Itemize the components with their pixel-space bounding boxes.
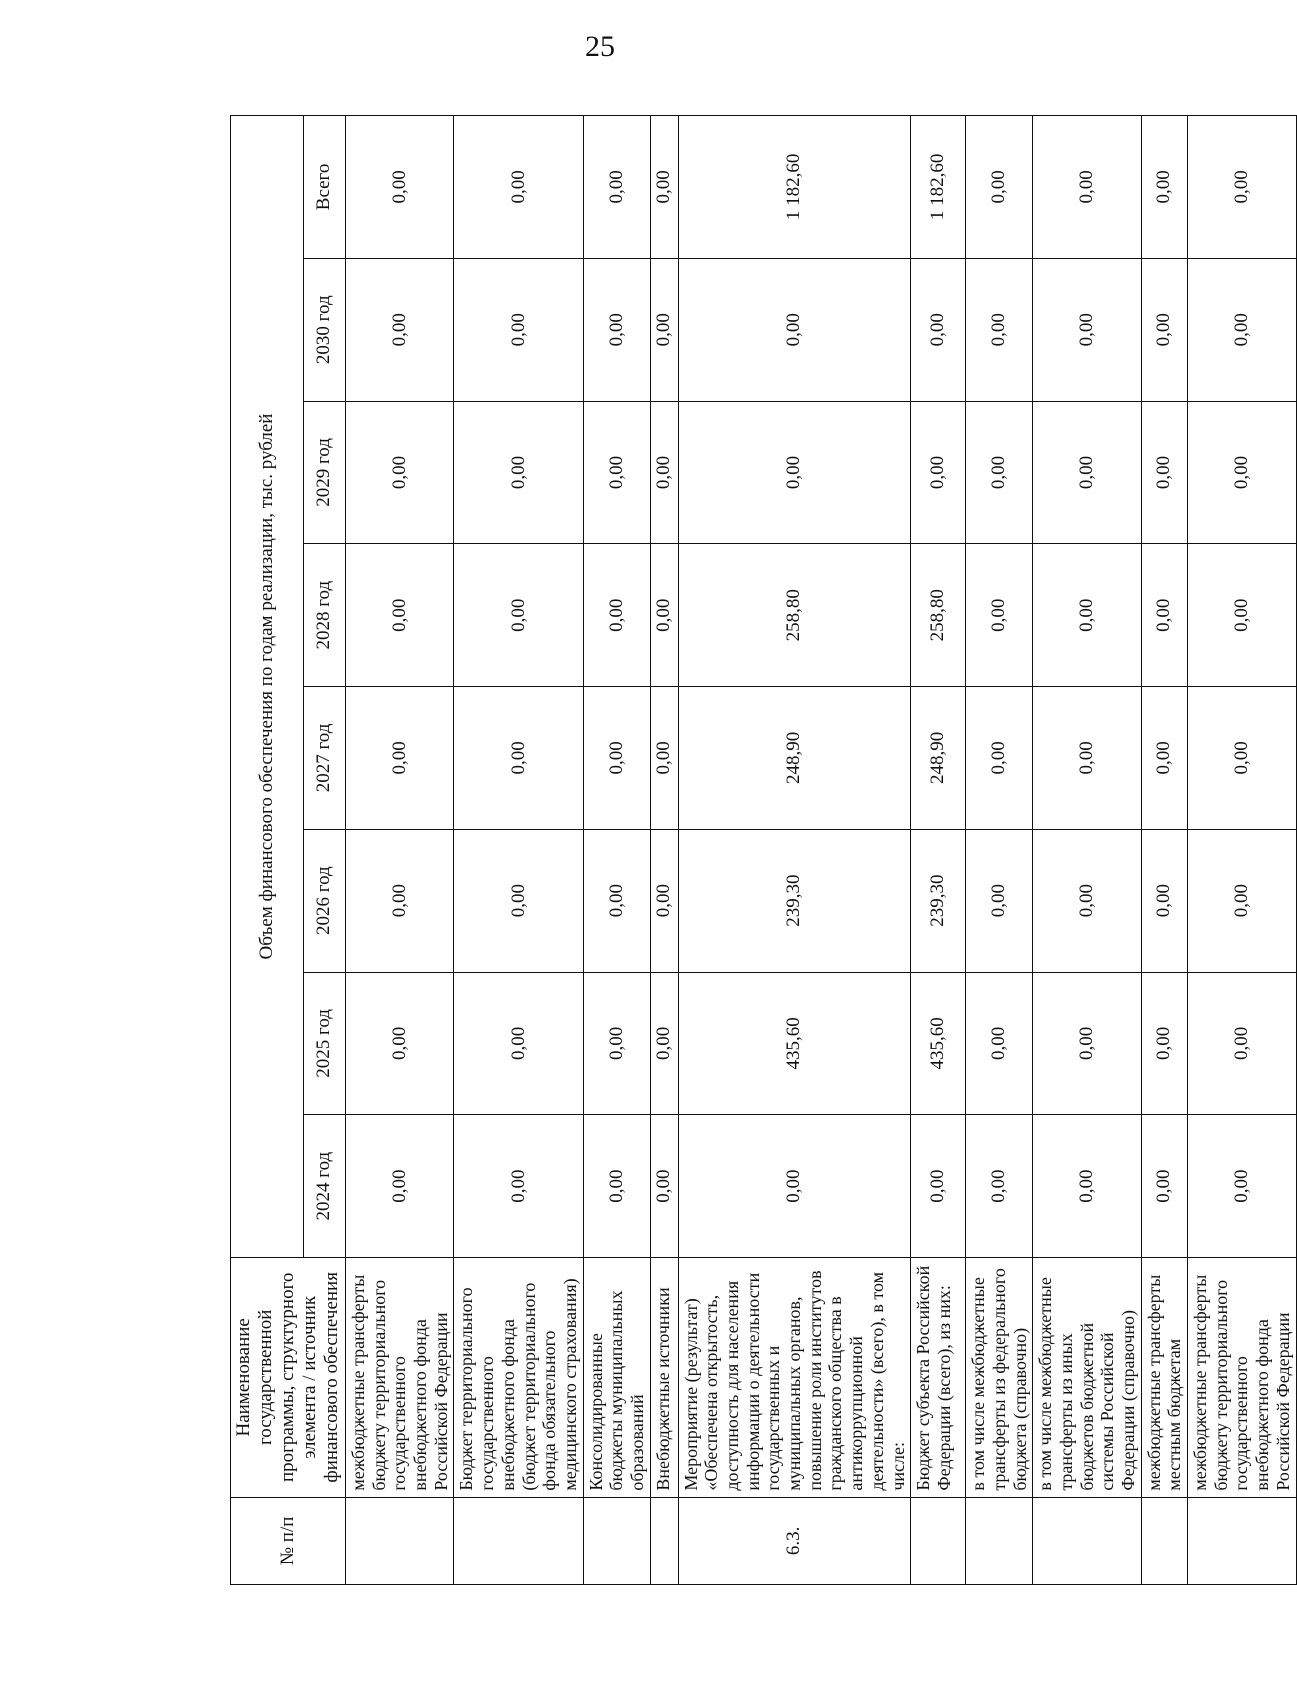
year-value: 435,60 xyxy=(678,972,911,1115)
year-value: 0,00 xyxy=(1033,829,1141,972)
year-value: 0,00 xyxy=(583,1115,650,1258)
table-row xyxy=(1188,116,1296,1585)
year-value: 258,80 xyxy=(911,544,966,687)
source-name: Бюджет территориального государственного внебюджетного фонда (бюджет территориального фонда обязательного медицинского страхования) xyxy=(454,1257,583,1497)
year-value: 435,60 xyxy=(911,972,966,1115)
year-value: 0,00 xyxy=(454,544,583,687)
year-value: 0,00 xyxy=(1033,401,1141,544)
table-row xyxy=(346,116,454,1585)
row-number xyxy=(1188,1497,1296,1584)
year-value: 0,00 xyxy=(583,687,650,830)
year-value: 0,00 xyxy=(583,544,650,687)
row-number: 6.3. xyxy=(678,1497,911,1584)
year-value: 0,00 xyxy=(346,401,454,544)
source-name: межбюджетные трансферты бюджету территориального государственного внебюджетного фонда Российской Федерации xyxy=(1188,1257,1296,1497)
year-value: 0,00 xyxy=(966,829,1033,972)
year-value: 0,00 xyxy=(650,972,678,1115)
year-value: 0,00 xyxy=(678,401,911,544)
row-number xyxy=(454,1497,583,1584)
year-value: 258,80 xyxy=(678,544,911,687)
table-row xyxy=(583,116,650,1585)
row-number xyxy=(1033,1497,1141,1584)
table-row xyxy=(911,116,966,1585)
row-number xyxy=(346,1497,454,1584)
year-value: 0,00 xyxy=(1033,687,1141,830)
header-year: 2026 год xyxy=(303,829,346,972)
source-name: в том числе межбюджетные трансферты из иных бюджетов бюджетной системы Российской Федерации (справочно) xyxy=(1033,1257,1141,1497)
total-value: 0,00 xyxy=(650,116,678,259)
total-value: 1 182,60 xyxy=(678,116,911,259)
year-value: 0,00 xyxy=(1141,829,1187,972)
year-value: 0,00 xyxy=(1141,972,1187,1115)
total-value: 0,00 xyxy=(346,116,454,259)
header-year: 2029 год xyxy=(303,401,346,544)
source-name: в том числе межбюджетные трансферты из федерального бюджета (справочно) xyxy=(966,1257,1033,1497)
total-value: 0,00 xyxy=(1141,116,1187,259)
year-value: 0,00 xyxy=(1188,972,1296,1115)
year-value: 0,00 xyxy=(966,401,1033,544)
year-value: 0,00 xyxy=(1033,258,1141,401)
year-value: 0,00 xyxy=(966,972,1033,1115)
year-value: 0,00 xyxy=(1141,544,1187,687)
year-value: 0,00 xyxy=(346,972,454,1115)
year-value: 0,00 xyxy=(966,544,1033,687)
header-year: 2030 год xyxy=(303,258,346,401)
total-value: 1 182,60 xyxy=(911,116,966,259)
year-value: 0,00 xyxy=(346,687,454,830)
year-value: 248,90 xyxy=(678,687,911,830)
year-value: 0,00 xyxy=(1188,687,1296,830)
year-value: 0,00 xyxy=(1188,258,1296,401)
source-name: Внебюджетные источники xyxy=(650,1257,678,1497)
row-number xyxy=(1141,1497,1187,1584)
header-name: Наименование государственной программы, структурного элемента / источник финансового обеспечения xyxy=(231,1257,346,1497)
year-value: 0,00 xyxy=(1033,972,1141,1115)
row-number xyxy=(911,1497,966,1584)
year-value: 0,00 xyxy=(678,258,911,401)
source-name: межбюджетные трансферты бюджету территориального государственного внебюджетного фонда Российской Федерации xyxy=(346,1257,454,1497)
table-row xyxy=(1033,116,1141,1585)
year-value: 0,00 xyxy=(650,258,678,401)
year-value: 0,00 xyxy=(911,258,966,401)
total-value: 0,00 xyxy=(1033,116,1141,259)
year-value: 0,00 xyxy=(583,401,650,544)
year-value: 0,00 xyxy=(346,829,454,972)
year-value: 0,00 xyxy=(454,401,583,544)
financing-table xyxy=(230,115,1297,1585)
row-number xyxy=(966,1497,1033,1584)
year-value: 0,00 xyxy=(1188,544,1296,687)
table-row xyxy=(966,116,1033,1585)
total-value: 0,00 xyxy=(966,116,1033,259)
year-value: 0,00 xyxy=(911,1115,966,1258)
table-row xyxy=(678,116,911,1585)
header-year: 2024 год xyxy=(303,1115,346,1258)
table-row xyxy=(454,116,583,1585)
table-row xyxy=(1141,116,1187,1585)
year-value: 0,00 xyxy=(966,1115,1033,1258)
year-value: 248,90 xyxy=(911,687,966,830)
year-value: 0,00 xyxy=(650,829,678,972)
year-value: 0,00 xyxy=(454,829,583,972)
year-value: 0,00 xyxy=(650,687,678,830)
total-value: 0,00 xyxy=(583,116,650,259)
table-container xyxy=(230,115,1293,1585)
year-value: 0,00 xyxy=(678,1115,911,1258)
year-value: 0,00 xyxy=(650,401,678,544)
year-value: 0,00 xyxy=(650,544,678,687)
year-value: 0,00 xyxy=(1141,687,1187,830)
year-value: 0,00 xyxy=(454,258,583,401)
year-value: 239,30 xyxy=(678,829,911,972)
row-number xyxy=(650,1497,678,1584)
header-year: 2028 год xyxy=(303,544,346,687)
year-value: 0,00 xyxy=(583,829,650,972)
year-value: 0,00 xyxy=(454,1115,583,1258)
source-name: Бюджет субъекта Российской Федерации (всего), из них: xyxy=(911,1257,966,1497)
header-year: 2025 год xyxy=(303,972,346,1115)
year-value: 0,00 xyxy=(583,972,650,1115)
year-value: 0,00 xyxy=(911,401,966,544)
year-value: 0,00 xyxy=(454,687,583,830)
year-value: 0,00 xyxy=(1188,1115,1296,1258)
year-value: 0,00 xyxy=(346,1115,454,1258)
source-name: Мероприятие (результат) «Обеспечена открытость, доступность для населения информации о деятельности государственных и муниципальных органов, повышение роли институтов гражданского общества в антикоррупционной деятельности» (всего), в том числе: xyxy=(678,1257,911,1497)
year-value: 0,00 xyxy=(966,687,1033,830)
source-name: межбюджетные трансферты местным бюджетам xyxy=(1141,1257,1187,1497)
year-value: 0,00 xyxy=(346,544,454,687)
source-name: Консолидированные бюджеты муниципальных образований xyxy=(583,1257,650,1497)
year-value: 0,00 xyxy=(650,1115,678,1258)
header-no: № п/п xyxy=(231,1497,346,1584)
year-value: 0,00 xyxy=(1141,401,1187,544)
year-value: 0,00 xyxy=(1141,1115,1187,1258)
year-value: 0,00 xyxy=(1033,1115,1141,1258)
year-value: 239,30 xyxy=(911,829,966,972)
header-total: Всего xyxy=(303,116,346,259)
header-year: 2027 год xyxy=(303,687,346,830)
table-row xyxy=(650,116,678,1585)
year-value: 0,00 xyxy=(1188,401,1296,544)
year-value: 0,00 xyxy=(1033,544,1141,687)
year-value: 0,00 xyxy=(966,258,1033,401)
page-number: 25 xyxy=(585,30,615,63)
total-value: 0,00 xyxy=(1188,116,1296,259)
year-value: 0,00 xyxy=(454,972,583,1115)
year-value: 0,00 xyxy=(1141,258,1187,401)
row-number xyxy=(583,1497,650,1584)
total-value: 0,00 xyxy=(454,116,583,259)
year-value: 0,00 xyxy=(1188,829,1296,972)
year-value: 0,00 xyxy=(346,258,454,401)
year-value: 0,00 xyxy=(583,258,650,401)
header-volume: Объем финансового обеспечения по годам реализации, тыс. рублей xyxy=(231,116,304,1258)
